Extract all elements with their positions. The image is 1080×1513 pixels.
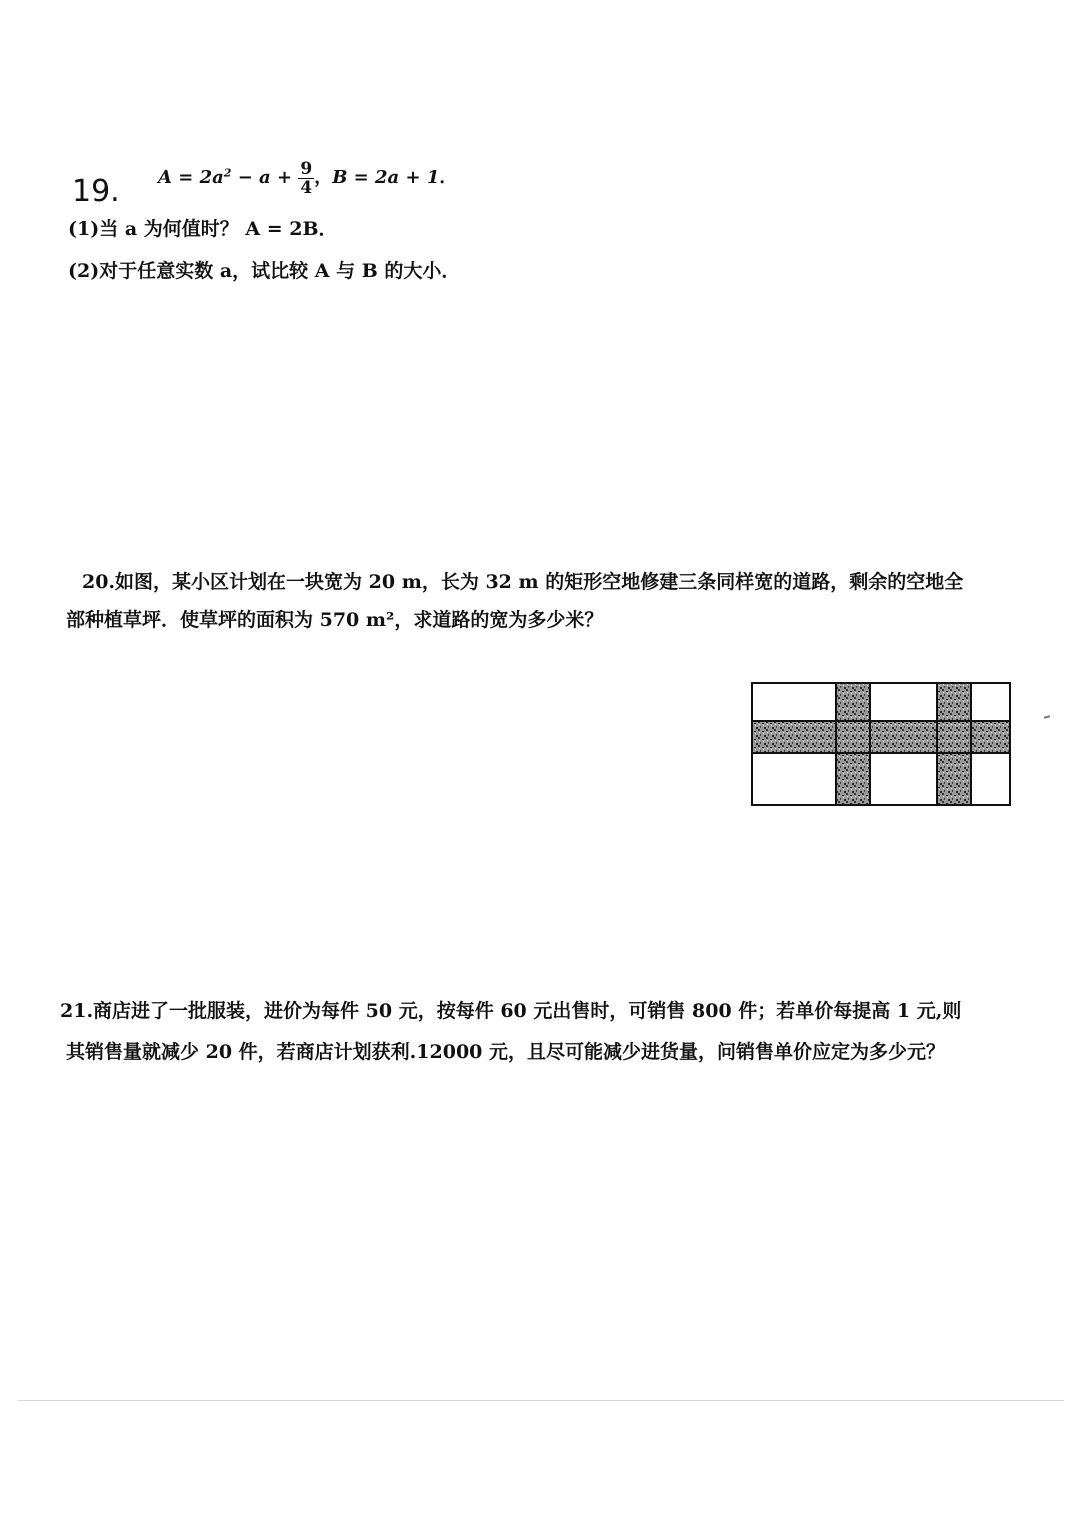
formula-separator: ， [314,167,333,188]
vertical-road-left [836,683,870,805]
question-19-part-1: (1)当 a 为何值时？ A = 2B． [68,218,338,240]
question-21-line-1: 21.商店进了一批服装，进价为每件 50 元，按每件 60 元出售时，可销售 800 件；若单价每提高 1 元,则 [60,1000,962,1022]
stray-scan-mark [1044,715,1050,718]
formula-a-lhs: A = 2a [158,167,224,188]
fraction-denominator: 4 [300,178,313,198]
question-19-part-2: (2)对于任意实数 a，试比较 A 与 B 的大小． [68,260,461,282]
question-19-formula [158,160,457,197]
formula-end: ． [439,167,458,188]
fraction-nine-quarters [298,160,314,197]
road-layout-figure [750,681,1012,807]
fraction-numerator: 9 [300,159,313,179]
vertical-road-right [937,683,971,805]
formula-a-mid: − a + [231,167,299,188]
page-bottom-divider [18,1400,1064,1401]
formula-a-exponent: 2 [223,166,232,180]
question-20-line-2: 部种植草坪．使草坪的面积为 570 m²，求道路的宽为多少米？ [66,609,604,631]
formula-b: B = 2a + 1 [332,167,440,188]
question-21-line-2: 其销售量就减少 20 件，若商店计划获利.12000 元，且尽可能减少进货量，问销售单价应定为多少元？ [66,1041,946,1063]
question-20-line-1: 20.如图，某小区计划在一块宽为 20 m，长为 32 m 的矩形空地修建三条同样宽的道路，剩余的空地全 [82,571,964,593]
question-19-number: 19. [72,174,120,209]
